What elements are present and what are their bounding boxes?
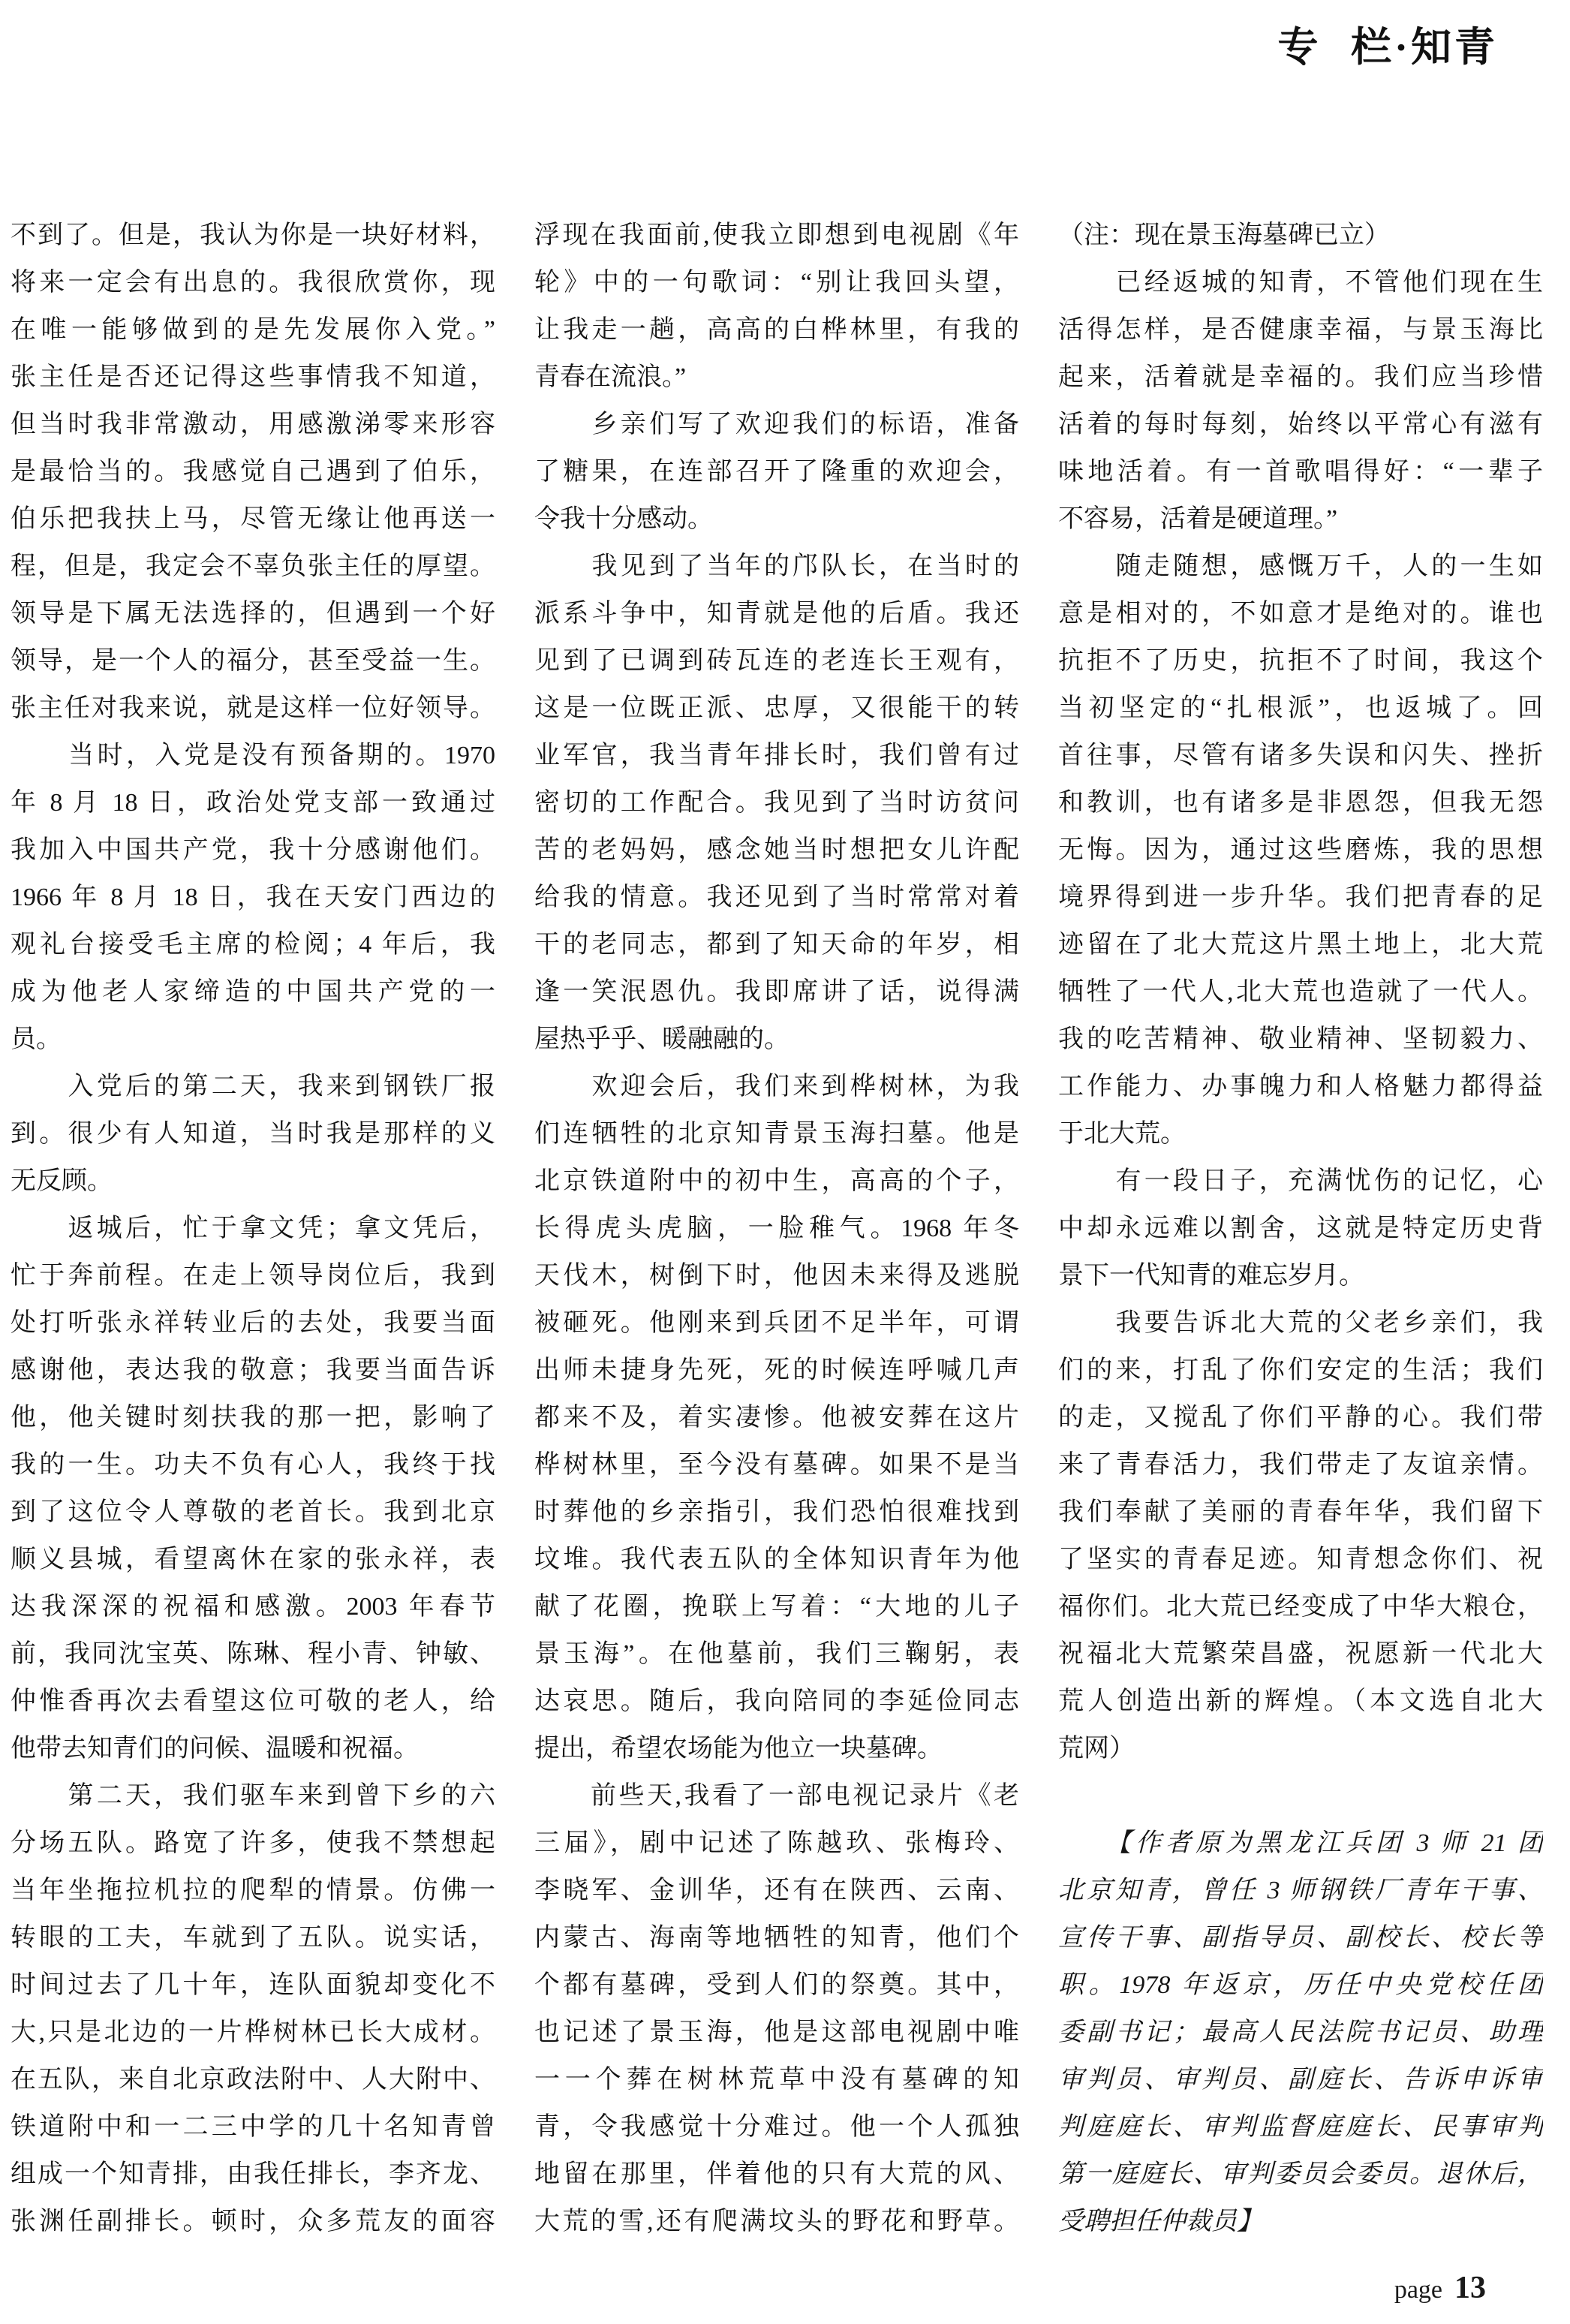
text-line: 提出，希望农场能为他立一块墓碑。 xyxy=(534,1735,943,1763)
page-number: 13 xyxy=(1454,2271,1486,2305)
text-line: 但当时我非常激动，用感激涕零来形容 xyxy=(11,411,495,438)
text-line: 业军官，我当青年排长时，我们曾有过 xyxy=(534,742,1019,769)
text-line: 天伐木，树倒下时，他因未来得及逃脱 xyxy=(534,1262,1019,1290)
text-line: 领导，是一个人的福分，甚至受益一生。 xyxy=(11,647,495,675)
text-line: 内蒙古、海南等地牺牲的知青，他们个 xyxy=(534,1924,1019,1952)
text-line: 无悔。因为，通过这些磨炼，我的思想 xyxy=(1058,836,1543,864)
text-line: 已经返城的知青，不管他们现在生 xyxy=(1058,269,1543,297)
text-line: 感谢他，表达我的敬意；我要当面告诉 xyxy=(11,1356,495,1384)
text-line: 随走随想，感慨万千，人的一生如 xyxy=(1058,552,1543,580)
text-line: 我们奉献了美丽的青春年华，我们留下 xyxy=(1058,1498,1543,1526)
text-line: 他，他关键时刻扶我的那一把，影响了 xyxy=(11,1404,495,1431)
text-line: 将来一定会有出息的。我很欣赏你，现 xyxy=(11,269,495,297)
text-line: 于北大荒。 xyxy=(1058,1120,1186,1148)
text-line: 献了花圈，挽联上写着：“大地的儿子 xyxy=(534,1593,1019,1621)
text-line: 让我走一趟，高高的白桦林里，有我的 xyxy=(534,316,1019,344)
text-line: 组成一个知青排，由我任排长，李齐龙、 xyxy=(11,2160,495,2188)
text-line: 乡亲们写了欢迎我们的标语，准备 xyxy=(534,411,1019,438)
text-line: 张主任是否还记得这些事情我不知道， xyxy=(11,363,495,391)
text-line: 当年坐拖拉机拉的爬犁的情景。仿佛一 xyxy=(11,1877,495,1904)
text-line: 中却永远难以割舍，这就是特定历史背 xyxy=(1058,1215,1543,1242)
text-line: 地留在那里，伴着他的只有大荒的风、 xyxy=(534,2160,1019,2188)
text-line: 程，但是，我定会不辜负张主任的厚望。 xyxy=(11,552,495,580)
text-line: 密切的工作配合。我见到了当时访贫问 xyxy=(534,789,1019,817)
text-line: 张渊任副排长。顿时，众多荒友的面容 xyxy=(11,2208,495,2235)
text-line: 我的吃苦精神、敬业精神、坚韧毅力、 xyxy=(1058,1025,1543,1053)
text-line: 入党后的第二天，我来到钢铁厂报 xyxy=(11,1073,495,1100)
text-line: 到了这位令人尊敬的老首长。我到北京 xyxy=(11,1498,495,1526)
text-line: 起来，活着就是幸福的。我们应当珍惜 xyxy=(1058,363,1543,391)
text-line: 职。1978 年返京，历任中央党校任团 xyxy=(1058,1971,1543,1999)
page-label: page xyxy=(1394,2276,1442,2304)
text-line: 长得虎头虎脑，一脸稚气。1968 年冬 xyxy=(534,1215,1019,1242)
text-line: 1966 年 8 月 18 日，我在天安门西边的 xyxy=(11,884,495,911)
text-line: 是最恰当的。我感觉自己遇到了伯乐， xyxy=(11,458,495,486)
text-line: 【作者原为黑龙江兵团 3 师 21 团 xyxy=(1058,1829,1543,1857)
text-line: 见到了已调到砖瓦连的老连长王观有， xyxy=(534,647,1019,675)
text-line: 境界得到进一步升华。我们把青春的足 xyxy=(1058,884,1543,911)
text-line: 荒人创造出新的辉煌。（本文选自北大 xyxy=(1058,1687,1543,1715)
text-line: 成为他老人家缔造的中国共产党的一 xyxy=(11,978,495,1006)
text-line: 工作能力、办事魄力和人格魅力都得益 xyxy=(1058,1073,1543,1100)
text-line: 时葬他的乡亲指引，我们恐怕很难找到 xyxy=(534,1498,1019,1526)
text-line: 无反顾。 xyxy=(11,1167,113,1195)
text-line: 迹留在了北大荒这片黑土地上，北大荒 xyxy=(1058,931,1543,959)
text-line: 味地活着。有一首歌唱得好：“一辈子 xyxy=(1058,458,1543,486)
text-line: 忙于奔前程。在走上领导岗位后，我到 xyxy=(11,1262,495,1290)
text-line: 荒网） xyxy=(1058,1735,1135,1763)
text-line: 到。很少有人知道，当时我是那样的义 xyxy=(11,1120,495,1148)
text-line: 大,只是北边的一片桦树林已长大成材。 xyxy=(11,2018,495,2046)
text-line: 出师未捷身先死，死的时候连呼喊几声 xyxy=(534,1356,1019,1384)
text-line: 屋热乎乎、暖融融的。 xyxy=(534,1025,790,1053)
text-line: 这是一位既正派、忠厚，又很能干的转 xyxy=(534,694,1019,722)
text-line: 张主任对我来说，就是这样一位好领导。 xyxy=(11,694,495,722)
text-column-1 xyxy=(11,212,495,2245)
text-line: 景玉海”。在他墓前，我们三鞠躬，表 xyxy=(534,1640,1019,1668)
text-line: 了糖果，在连部召开了隆重的欢迎会， xyxy=(534,458,1019,486)
text-line: 轮》中的一句歌词：“别让我回头望， xyxy=(534,269,1019,297)
text-line: 北京知青，曾任 3 师钢铁厂青年干事、 xyxy=(1058,1877,1543,1904)
text-line: 桦树林里，至今没有墓碑。如果不是当 xyxy=(534,1451,1019,1479)
text-line: 我要告诉北大荒的父老乡亲们，我 xyxy=(1058,1309,1543,1337)
text-line: 时间过去了几十年，连队面貌却变化不 xyxy=(11,1971,495,1999)
text-line: 判庭庭长、审判监督庭庭长、民事审判 xyxy=(1058,2113,1543,2141)
text-line: 受聘担任仲裁员】 xyxy=(1058,2208,1262,2235)
text-line: 三届》，剧中记述了陈越玖、张梅玲、 xyxy=(534,1829,1019,1857)
text-line: 牺牲了一代人,北大荒也造就了一代人。 xyxy=(1058,978,1543,1006)
text-line: 委副书记；最高人民法院书记员、助理 xyxy=(1058,2018,1543,2046)
text-line: 们连牺牲的北京知青景玉海扫墓。他是 xyxy=(534,1120,1019,1148)
text-line: 青，令我感觉十分难过。他一个人孤独 xyxy=(534,2113,1019,2141)
column-title: 专 栏·知青 xyxy=(1277,25,1498,70)
text-line: 首往事，尽管有诸多失误和闪失、挫折 xyxy=(1058,742,1543,769)
text-line: 抗拒不了历史，抗拒不了时间，我这个 xyxy=(1058,647,1543,675)
text-line: 前些天,我看了一部电视记录片《老 xyxy=(534,1782,1019,1810)
text-line: 活得怎样，是否健康幸福，与景玉海比 xyxy=(1058,316,1543,344)
text-line: 有一段日子，充满忧伤的记忆，心 xyxy=(1058,1167,1543,1195)
text-line: 浮现在我面前,使我立即想到电视剧《年 xyxy=(534,221,1019,249)
text-line: 福你们。北大荒已经变成了中华大粮仓， xyxy=(1058,1593,1543,1621)
text-line: 大荒的雪,还有爬满坟头的野花和野草。 xyxy=(534,2208,1019,2235)
text-line: 宣传干事、副指导员、副校长、校长等 xyxy=(1058,1924,1543,1952)
text-line: 被砸死。他刚来到兵团不足半年，可谓 xyxy=(534,1309,1019,1337)
text-line: 祝福北大荒繁荣昌盛，祝愿新一代北大 xyxy=(1058,1640,1543,1668)
text-line: 在五队，来自北京政法附中、人大附中、 xyxy=(11,2066,495,2094)
text-column-3 xyxy=(1058,212,1543,2245)
text-line: 苦的老妈妈，感念她当时想把女儿许配 xyxy=(534,836,1019,864)
text-line: 来了青春活力，我们带走了友谊亲情。 xyxy=(1058,1451,1543,1479)
text-line: 返城后，忙于拿文凭；拿文凭后， xyxy=(11,1215,495,1242)
text-line: 坟堆。我代表五队的全体知识青年为他 xyxy=(534,1546,1019,1573)
text-line: 给我的情意。我还见到了当时常常对着 xyxy=(534,884,1019,911)
page-footer xyxy=(1394,2270,1486,2306)
text-line: 他带去知青们的问候、温暖和祝福。 xyxy=(11,1735,419,1763)
text-line: 派系斗争中，知青就是他的后盾。我还 xyxy=(534,600,1019,628)
page-header xyxy=(1277,15,1498,73)
text-line: 个都有墓碑，受到人们的祭奠。其中， xyxy=(534,1971,1019,1999)
text-line: 逢一笑泯恩仇。我即席讲了话，说得满 xyxy=(534,978,1019,1006)
text-line: 观礼台接受毛主席的检阅；4 年后，我 xyxy=(11,931,495,959)
text-line: 也记述了景玉海，他是这部电视剧中唯 xyxy=(534,2018,1019,2046)
text-line: 北京铁道附中的初中生，高高的个子， xyxy=(534,1167,1019,1195)
text-line: 分场五队。路宽了许多，使我不禁想起 xyxy=(11,1829,495,1857)
text-line: 达哀思。随后，我向陪同的李延俭同志 xyxy=(534,1687,1019,1715)
text-line: 铁道附中和一二三中学的几十名知青曾 xyxy=(11,2113,495,2141)
text-line: 审判员、审判员、副庭长、告诉申诉审 xyxy=(1058,2066,1543,2094)
text-line: 我加入中国共产党，我十分感谢他们。 xyxy=(11,836,495,864)
text-line: （注：现在景玉海墓碑已立） xyxy=(1058,221,1390,249)
text-line: 欢迎会后，我们来到桦树林，为我 xyxy=(534,1073,1019,1100)
text-line: 伯乐把我扶上马，尽管无缘让他再送一 xyxy=(11,505,495,533)
text-line: 令我十分感动。 xyxy=(534,505,713,533)
text-line: 在唯一能够做到的是先发展你入党。” xyxy=(11,316,495,344)
text-line: 仲惟香再次去看望这位可敬的老人，给 xyxy=(11,1687,495,1715)
text-line: 们的来，打乱了你们安定的生活；我们 xyxy=(1058,1356,1543,1384)
text-line: 一一个葬在树林荒草中没有墓碑的知 xyxy=(534,2066,1019,2094)
text-line: 和教训，也有诸多是非恩怨，但我无怨 xyxy=(1058,789,1543,817)
text-line: 都来不及，着实凄惨。他被安葬在这片 xyxy=(534,1404,1019,1431)
text-line: 不容易，活着是硬道理。” xyxy=(1058,505,1338,533)
text-line: 的走，又搅乱了你们平静的心。我们带 xyxy=(1058,1404,1543,1431)
text-line: 领导是下属无法选择的，但遇到一个好 xyxy=(11,600,495,628)
text-line: 顺义县城，看望离休在家的张永祥，表 xyxy=(11,1546,495,1573)
text-line: 员。 xyxy=(11,1025,62,1053)
text-line: 年 8 月 18 日，政治处党支部一致通过 xyxy=(11,789,495,817)
text-line: 第二天，我们驱车来到曾下乡的六 xyxy=(11,1782,495,1810)
text-line: 景下一代知青的难忘岁月。 xyxy=(1058,1262,1364,1290)
text-line: 李晓军、金训华，还有在陕西、云南、 xyxy=(534,1877,1019,1904)
text-line: 活着的每时每刻，始终以平常心有滋有 xyxy=(1058,411,1543,438)
text-line: 转眼的工夫，车就到了五队。说实话， xyxy=(11,1924,495,1952)
text-column-2 xyxy=(534,212,1019,2245)
text-line: 不到了。但是，我认为你是一块好材料， xyxy=(11,221,495,249)
text-line: 第一庭庭长、审判委员会委员。退休后， xyxy=(1058,2160,1543,2188)
text-line: 青春在流浪。” xyxy=(534,363,687,391)
text-line: 意是相对的，不如意才是绝对的。谁也 xyxy=(1058,600,1543,628)
text-line: 了坚实的青春足迹。知青想念你们、祝 xyxy=(1058,1546,1543,1573)
text-line: 处打听张永祥转业后的去处，我要当面 xyxy=(11,1309,495,1337)
text-line: 我见到了当年的邝队长，在当时的 xyxy=(534,552,1019,580)
text-line: 干的老同志，都到了知天命的年岁，相 xyxy=(534,931,1019,959)
text-line: 达我深深的祝福和感激。2003 年春节 xyxy=(11,1593,495,1621)
text-line: 当时，入党是没有预备期的。1970 xyxy=(11,742,495,769)
article-content xyxy=(11,212,1543,2245)
text-line: 当初坚定的“扎根派”，也返城了。回 xyxy=(1058,694,1543,722)
text-line xyxy=(1058,1772,1543,1820)
text-line: 我的一生。功夫不负有心人，我终于找 xyxy=(11,1451,495,1479)
text-line: 前，我同沈宝英、陈琳、程小青、钟敏、 xyxy=(11,1640,495,1668)
